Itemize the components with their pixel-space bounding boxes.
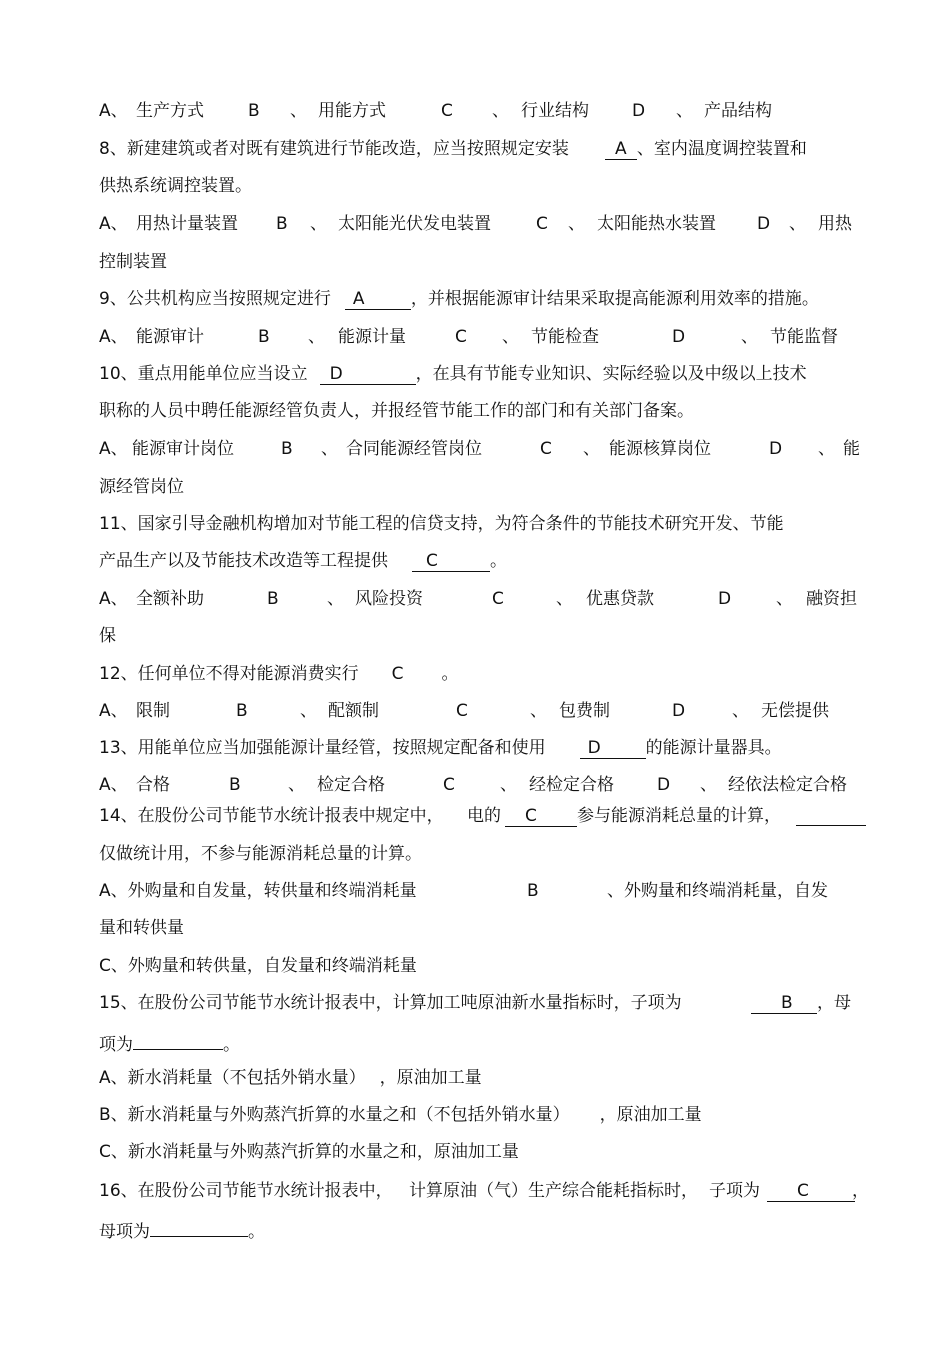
option-b-cont: 量和转供量 [99,918,184,938]
question-text-post: 、室内温度调控装置和 [636,139,807,159]
option-d-label: D [657,775,671,795]
option-b-text: 能源计量 [338,327,406,347]
options-q10-cont: 源经管岗位 [99,477,184,497]
option-b-text: 风险投资 [355,589,423,609]
option-c-text: 行业结构 [521,101,589,121]
question-13 [99,737,782,759]
question-text: 16、在股份公司节能节水统计报表中， [99,1181,393,1201]
question-text-post: ，母 [817,993,851,1013]
question-text-post: ， [852,1181,869,1201]
option-a-text: 合格 [136,775,170,795]
option-d-text: 用热 [818,214,852,234]
question-text-post: 参与能源消耗总量的计算， [577,806,781,826]
question-text-post: 。 [441,664,459,684]
option-d-text: 经依法检定合格 [728,775,847,795]
option-d-label: D [672,701,686,721]
option-d-sep: 、 [732,701,749,721]
answer-blank: C [412,551,490,572]
option-c-label: C [492,589,504,609]
question-text-post: 的能源计量器具。 [645,738,782,758]
option-d-text: 融资担 [806,589,857,609]
question-text: 15、在股份公司节能节水统计报表中，计算加工吨原油新水量指标时，子项为 [99,993,682,1013]
option-d-label: D [632,101,646,121]
question-9 [99,288,819,310]
option-d-sep: 、 [676,101,693,121]
blank-line [133,1029,223,1050]
option-b-label: B [267,589,279,609]
option-d-sep: 、 [776,589,793,609]
option-c-label: C [443,775,455,795]
option-d-sep: 、 [741,327,758,347]
answer-blank: D [580,738,646,759]
option-b-label: B [258,327,270,347]
option-c-text: 包费制 [559,701,610,721]
question-text: 母项为 [99,1222,150,1242]
option-b-text: 、外购量和终端消耗量，自发 [607,881,828,901]
option-a-label: A、 [99,439,128,459]
option-a-text: 限制 [136,701,170,721]
option-b-sep: 、 [327,589,344,609]
option-b-label: B [281,439,293,459]
option-d-label: D [769,439,783,459]
question-text: 项为 [99,1035,133,1055]
option-a [99,1067,482,1089]
option-a-label: A、 [99,589,128,609]
option-d-text: 无偿提供 [761,701,829,721]
question-text-mid: 电的 [467,806,501,826]
option-b-sep: 、 [321,439,338,459]
question-14-cont: 仅做统计用，不参与能源消耗总量的计算。 [99,844,422,864]
option-b [99,1104,702,1126]
option-b-label: B [248,101,260,121]
option-c-label: C [540,439,552,459]
option-b-text: 合同能源经管岗位 [346,439,482,459]
option-c-label: C [456,701,468,721]
option-b-label: B [236,701,248,721]
option-a-text: 全额补助 [136,589,204,609]
option-c-text: 太阳能热水装置 [597,214,716,234]
option-b-sep: 、 [310,214,327,234]
question-text: 8、新建建筑或者对既有建筑进行节能改造，应当按照规定安装 [99,139,569,159]
option-a-label: A、 [99,101,128,121]
question-text: 9、公共机构应当按照规定进行 [99,289,331,309]
option-b-label: B [527,881,539,901]
option-a-text: 用热计量装置 [136,214,238,234]
question-end: 。 [248,1222,265,1242]
question-text: 14、在股份公司节能节水统计报表中规定中， [99,806,444,826]
blank-line [150,1216,248,1237]
option-c-label: C [441,101,453,121]
option-a-text: 生产方式 [136,101,204,121]
option-c-text: 经检定合格 [529,775,614,795]
blank-line [796,824,866,826]
question-16-cont [99,1216,265,1243]
question-8-cont: 供热系统调控装置。 [99,176,252,196]
option-b-text: 太阳能光伏发电装置 [338,214,491,234]
option-b-text: 用能方式 [318,101,386,121]
option-c-sep: 、 [530,701,547,721]
answer-blank: C [391,664,404,684]
option-c-sep: 、 [500,775,517,795]
option-c-label: C [455,327,467,347]
option-c: C、新水消耗量与外购蒸汽折算的水量之和，原油加工量 [99,1142,519,1162]
option-c-sep: 、 [492,101,509,121]
option-c-text: 优惠贷款 [586,589,654,609]
option-d-sep: 、 [789,214,806,234]
option-b-text: 检定合格 [317,775,385,795]
option-b-sep: 、 [288,775,305,795]
option-c: C、外购量和转供量，自发量和终端消耗量 [99,956,417,976]
answer-blank: C [505,806,577,827]
question-text: 13、用能单位应当加强能源计量经管，按照规定配备和使用 [99,738,546,758]
option-d-text: 能 [843,439,860,459]
answer-blank: A [605,139,637,160]
option-a-label: A、 [99,327,128,347]
option-d-sep: 、 [818,439,835,459]
options-q8-cont: 控制装置 [99,252,167,272]
option-a-label: A、 [99,775,128,795]
answer-blank: A [345,289,411,310]
question-text-post: ，并根据能源审计结果采取提高能源利用效率的措施。 [410,289,819,309]
option-a-text: A、新水消耗量（不包括外销水量） [99,1068,366,1088]
question-8 [99,138,807,160]
question-text-mid-2: 子项为 [709,1181,760,1201]
option-c-label: C [536,214,548,234]
option-c-sep: 、 [502,327,519,347]
options-q11-cont: 保 [99,626,116,646]
answer-blank: C [767,1181,855,1202]
question-11: 11、国家引导金融机构增加对节能工程的信贷支持，为符合条件的节能技术研究开发、节能 [99,514,784,534]
question-text: 产品生产以及节能技术改造等工程提供 [99,551,388,571]
answer-blank: D [320,364,416,385]
option-c-sep: 、 [556,589,573,609]
option-d-sep: 、 [700,775,717,795]
question-text-mid: 计算原油（气）生产综合能耗指标时， [409,1181,698,1201]
option-a: A、外购量和自发量，转供量和终端消耗量 [99,881,417,901]
answer-blank: B [751,993,817,1014]
option-b-text: 配额制 [328,701,379,721]
option-b-text: B、新水消耗量与外购蒸汽折算的水量之和（不包括外销水量） [99,1105,570,1125]
option-b-sep: 、 [300,701,317,721]
option-d-label: D [718,589,732,609]
option-c-sep: 、 [568,214,585,234]
question-11-cont [99,550,507,572]
question-12 [99,663,459,685]
question-text-post: ，在具有节能专业知识、实际经验以及中级以上技术 [415,364,807,384]
option-a-text-2: ，原油加工量 [379,1068,482,1088]
question-text: 12、任何单位不得对能源消费实行 [99,664,359,684]
option-b-sep: 、 [308,327,325,347]
question-text: 10、重点用能单位应当设立 [99,364,308,384]
option-b-text-2: ，原油加工量 [599,1105,702,1125]
question-end: 。 [223,1035,240,1055]
question-10-cont: 职称的人员中聘任能源经管负责人，并报经管节能工作的部门和有关部门备案。 [99,401,694,421]
option-a-label: A、 [99,214,128,234]
option-a-label: A、 [99,701,128,721]
option-b-label: B [276,214,288,234]
question-15-cont [99,1029,240,1056]
option-a-text: 能源审计 [136,327,204,347]
option-c-text: 节能检查 [531,327,599,347]
option-d-text: 产品结构 [704,101,772,121]
question-text-post: 。 [490,551,507,571]
option-d-label: D [757,214,771,234]
option-c-sep: 、 [583,439,600,459]
question-10 [99,363,807,385]
option-c-text: 能源核算岗位 [609,439,711,459]
option-b-sep: 、 [290,101,307,121]
option-b-label: B [229,775,241,795]
option-a-text: 能源审计岗位 [132,439,234,459]
option-d-label: D [672,327,686,347]
option-d-text: 节能监督 [770,327,838,347]
